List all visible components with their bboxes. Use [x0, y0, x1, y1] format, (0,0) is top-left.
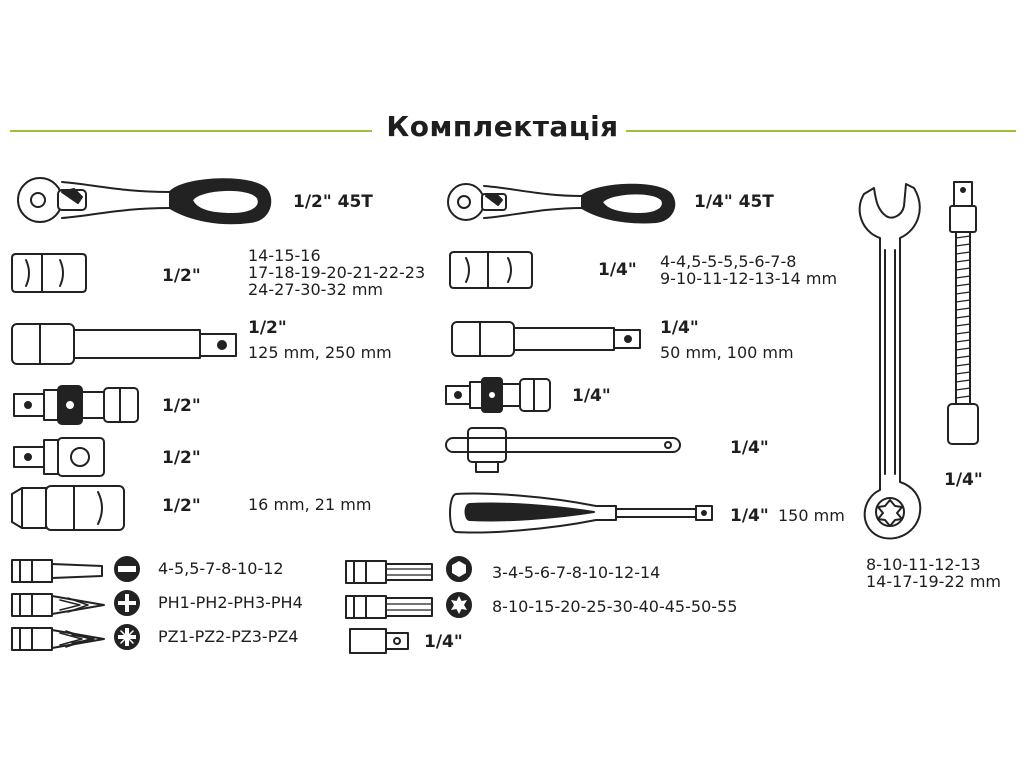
extension-quarter-inch-label: 1/4" — [660, 318, 699, 338]
ratchet-half-inch-label: 1/2" 45T — [293, 192, 373, 212]
phillips-bit-sizes: PH1-PH2-PH3-PH4 — [158, 593, 303, 612]
spark-plug-socket-half-inch-icon — [10, 484, 126, 532]
phillips-bit-icon — [10, 590, 106, 620]
bit-screwdriver-quarter-inch-icon — [446, 490, 718, 538]
adapter-half-inch-icon — [10, 436, 110, 478]
universal-joint-quarter-inch-label: 1/4" — [572, 386, 611, 406]
socket-half-inch-size-1: 14-15-16 — [248, 246, 321, 265]
bit-holder-adapter-label: 1/4" — [424, 632, 463, 652]
heading-line-left — [10, 130, 372, 132]
page-title: Комплектація — [386, 110, 619, 143]
pozidriv-bit-sizes: PZ1-PZ2-PZ3-PZ4 — [158, 627, 299, 646]
socket-half-inch-label: 1/2" — [162, 266, 201, 286]
extension-half-inch-sizes: 125 mm, 250 mm — [248, 343, 392, 362]
extension-quarter-inch-sizes: 50 mm, 100 mm — [660, 343, 794, 362]
spark-plug-socket-sizes: 16 mm, 21 mm — [248, 495, 372, 514]
socket-half-inch-size-2: 17-18-19-20-21-22-23 — [248, 263, 426, 282]
spark-plug-socket-half-inch-label: 1/2" — [162, 496, 201, 516]
pozidriv-tip-icon — [114, 624, 142, 652]
flexible-extension-icon — [946, 180, 982, 450]
extension-half-inch-label: 1/2" — [248, 318, 287, 338]
socket-half-inch-size-3: 24-27-30-32 mm — [248, 280, 384, 299]
bit-holder-adapter-icon — [348, 626, 412, 656]
pozidriv-bit-icon — [10, 624, 106, 654]
hex-bit-sizes: 3-4-5-6-7-8-10-12-14 — [492, 563, 661, 582]
phillips-tip-icon — [114, 590, 142, 618]
combination-wrench-icon — [852, 180, 928, 542]
combination-wrench-sizes-2: 14-17-19-22 mm — [866, 572, 1002, 591]
flexible-extension-label: 1/4" — [944, 470, 983, 490]
ratchet-quarter-inch-icon — [442, 178, 682, 228]
adapter-half-inch-label: 1/2" — [162, 448, 201, 468]
ratchet-half-inch-icon — [10, 170, 280, 232]
socket-quarter-inch-size-2: 9-10-11-12-13-14 mm — [660, 269, 838, 288]
slotted-tip-icon — [114, 556, 142, 584]
extension-half-inch-icon — [10, 320, 242, 368]
heading-line-right — [626, 130, 1016, 132]
torx-bit-sizes: 8-10-15-20-25-30-40-45-50-55 — [492, 597, 738, 616]
combination-wrench-sizes-1: 8-10-11-12-13 — [866, 555, 981, 574]
socket-half-inch-icon — [10, 250, 88, 296]
hex-bit-icon — [344, 558, 436, 586]
universal-joint-half-inch-icon — [10, 382, 140, 426]
slotted-bit-sizes: 4-5,5-7-8-10-12 — [158, 559, 284, 578]
bit-screwdriver-length: 150 mm — [778, 506, 845, 525]
ratchet-quarter-inch-label: 1/4" 45T — [694, 192, 774, 212]
extension-quarter-inch-icon — [448, 318, 644, 360]
universal-joint-quarter-inch-icon — [442, 374, 554, 414]
socket-quarter-inch-label: 1/4" — [598, 260, 637, 280]
universal-joint-half-inch-label: 1/2" — [162, 396, 201, 416]
torx-tip-icon — [446, 592, 474, 620]
hex-tip-icon — [446, 556, 474, 584]
bit-screwdriver-quarter-inch-label: 1/4" — [730, 506, 769, 526]
sliding-t-bar-quarter-inch-label: 1/4" — [730, 438, 769, 458]
socket-quarter-inch-icon — [448, 248, 534, 292]
torx-bit-icon — [344, 592, 436, 622]
sliding-t-bar-quarter-inch-icon — [442, 424, 686, 474]
slotted-bit-icon — [10, 556, 106, 586]
socket-quarter-inch-size-1: 4-4,5-5-5,5-6-7-8 — [660, 252, 797, 271]
